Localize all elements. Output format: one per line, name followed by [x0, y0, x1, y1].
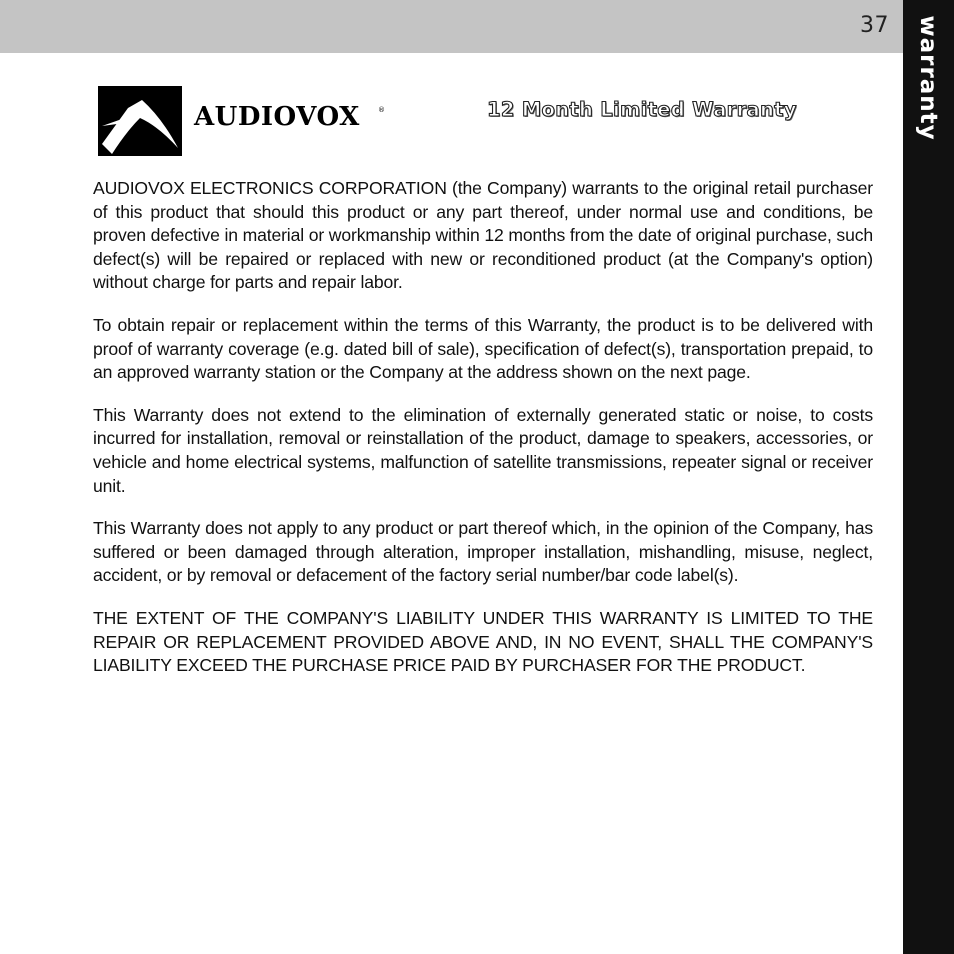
audiovox-logo: [96, 84, 386, 158]
page-title: 12 Month Limited Warranty: [487, 98, 797, 121]
brand-name: AUDIOVOX: [194, 102, 360, 132]
section-tab-label: warranty: [915, 15, 941, 141]
warranty-paragraph: AUDIOVOX ELECTRONICS CORPORATION (the Company) warrants to the original retail purchaser of this product that should this product or any part thereof, under normal use and conditions, be proven defective in material or workmanship within 12 months from the date of original purchase, such defect(s) will be repaired or replaced with new or reconditioned product (at the Company's option) without charge for parts and repair labor.: [93, 178, 873, 293]
audiovox-emblem-icon: [96, 84, 184, 158]
warranty-paragraph: THE EXTENT OF THE COMPANY'S LIABILITY UNDER THIS WARRANTY IS LIMITED TO THE REPAIR OR REPLACEMENT PROVIDED ABOVE AND, IN NO EVENT, SHALL THE COMPANY'S LIABILITY EXCEED THE PURCHASE PRICE PAID BY PURCHASER FOR THE PRODUCT.: [93, 607, 873, 676]
warranty-paragraph: This Warranty does not apply to any product or part thereof which, in the opinion of the Company, has suffered or been damaged through alteration, improper installation, mishandling, misuse, neglect, accident, or by removal or defacement of the factory serial number/bar code label(s).: [93, 518, 873, 586]
page-header-bar: [0, 0, 903, 53]
section-side-tab: [903, 0, 954, 954]
registered-mark: ®: [378, 106, 385, 114]
page-number: 37: [860, 13, 889, 38]
warranty-body: [93, 177, 873, 697]
warranty-paragraph: This Warranty does not extend to the elimination of externally generated static or noise, to costs incurred for installation, removal or reinstallation of the product, damage to speakers, accessories, or vehicle and home electrical systems, malfunction of satellite transmissions, repeater signal or receiver unit.: [93, 404, 873, 496]
warranty-paragraph: To obtain repair or replacement within the terms of this Warranty, the product is to be delivered with proof of warranty coverage (e.g. dated bill of sale), specification of defect(s), transportation prepaid, to an approved warranty station or the Company at the address shown on the next page.: [93, 314, 873, 383]
